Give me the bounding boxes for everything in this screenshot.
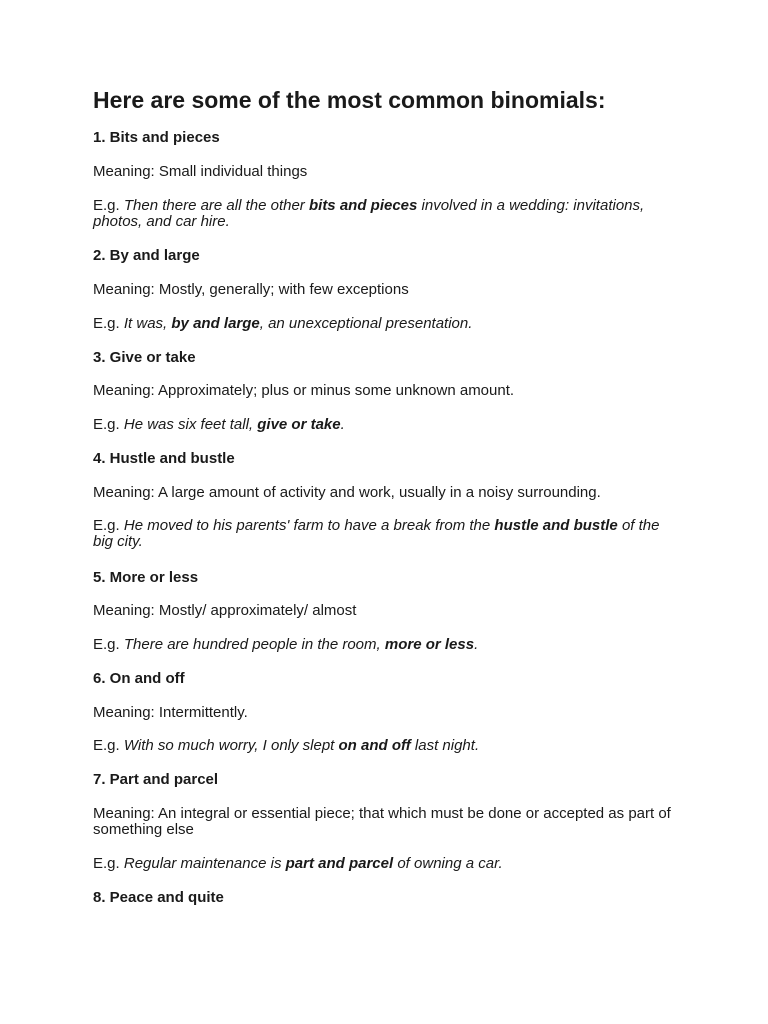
entry-meaning: Meaning: A large amount of activity and work, usually in a noisy surrounding.	[93, 484, 601, 501]
example-phrase: on and off	[338, 737, 411, 754]
example-text-pre: Then there are all the other	[123, 197, 305, 214]
entry-example	[93, 417, 683, 433]
example-text-post: of owning a car.	[397, 855, 503, 872]
example-text-pre: Regular maintenance is	[123, 855, 282, 872]
example-label: E.g.	[93, 737, 120, 754]
example-text-post: .	[474, 636, 479, 653]
entry-meaning: Meaning: Intermittently.	[93, 704, 248, 721]
entry-example	[93, 637, 683, 653]
example-phrase: bits and pieces	[308, 197, 418, 214]
example-text-pre: With so much worry, I only slept	[123, 737, 335, 754]
example-phrase: give or take	[257, 416, 341, 433]
example-label: E.g.	[93, 416, 120, 433]
example-label: E.g.	[93, 315, 120, 332]
example-label: E.g.	[93, 517, 120, 534]
example-text-post: .	[340, 416, 345, 433]
entry-heading: 8. Peace and quite	[93, 889, 224, 906]
entry-example	[93, 856, 683, 872]
example-text-post: involved in a wedding: invitations, photos, and car hire.	[93, 197, 645, 230]
entry-heading: 5. More or less	[93, 569, 199, 586]
example-phrase: hustle and bustle	[494, 517, 618, 534]
entry-heading: 3. Give or take	[93, 349, 196, 366]
entry-example	[93, 518, 683, 550]
entry-heading: 2. By and large	[93, 247, 200, 264]
example-phrase: part and parcel	[285, 855, 394, 872]
example-phrase: by and large	[171, 315, 260, 332]
example-text-pre: It was,	[123, 315, 168, 332]
entry-meaning: Meaning: Small individual things	[93, 163, 308, 180]
entry-example	[93, 738, 683, 754]
example-text-pre: There are hundred people in the room,	[123, 636, 381, 653]
entry-example	[93, 316, 683, 332]
example-label: E.g.	[93, 636, 120, 653]
entry-meaning: Meaning: Approximately; plus or minus some unknown amount.	[93, 382, 515, 399]
example-label: E.g.	[93, 855, 120, 872]
entry-heading: 6. On and off	[93, 670, 185, 687]
entry-meaning: Meaning: An integral or essential piece; that which must be done or accepted as part of something else	[93, 805, 671, 838]
example-phrase: more or less	[384, 636, 475, 653]
entry-heading: 7. Part and parcel	[93, 771, 219, 788]
entry-heading: 4. Hustle and bustle	[93, 450, 235, 467]
entry-example	[93, 198, 683, 230]
example-label: E.g.	[93, 197, 120, 214]
example-text-pre: He was six feet tall,	[123, 416, 254, 433]
entry-heading: 1. Bits and pieces	[93, 129, 220, 146]
entry-meaning: Meaning: Mostly/ approximately/ almost	[93, 602, 357, 619]
example-text-pre: He moved to his parents' farm to have a break from the	[123, 517, 491, 534]
example-text-post: of the big city.	[93, 517, 660, 550]
page-title: Here are some of the most common binomials:	[93, 87, 606, 113]
example-text-post: , an unexceptional presentation.	[259, 315, 473, 332]
entry-meaning: Meaning: Mostly, generally; with few exceptions	[93, 281, 409, 298]
example-text-post: last night.	[414, 737, 480, 754]
